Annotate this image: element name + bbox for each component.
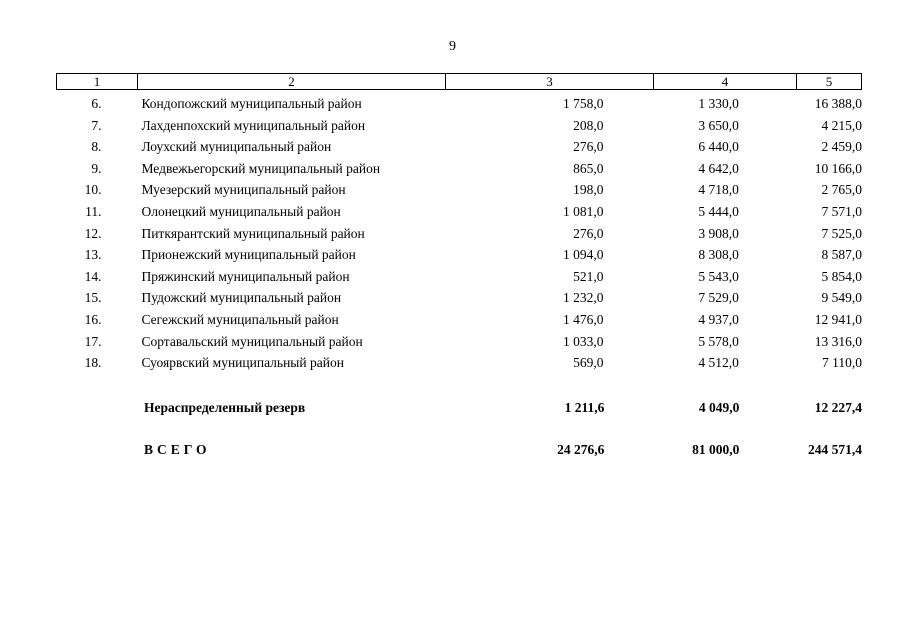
row-value-4: 6 440,0 [698,139,739,155]
row-number: 8. [91,139,102,155]
row-district-name: Кондопожский муниципальный район [141,96,362,111]
column-header-2: 2 [137,74,445,89]
row-district-name: Питкярантский муниципальный район [141,225,365,241]
row-value-5: 9 549,0 [821,290,862,306]
row-number: 6. [91,96,102,111]
row-district-name: Пряжинский муниципальный район [141,268,350,284]
column-header-1: 1 [93,74,101,89]
row-number: 11. [85,203,102,219]
row-number: 9. [91,160,102,176]
reserve-row [56,398,862,418]
row-value-5: 7 525,0 [821,225,862,241]
column-header-3: 3 [445,74,653,89]
row-value-3: 1 033,0 [563,333,604,349]
row-district-name: Сортавальский муниципальный район [141,333,363,349]
row-number: 18. [84,355,102,371]
table-row [56,93,862,115]
total-value-5: 244 571,4 [808,442,862,457]
row-value-4: 5 543,0 [698,268,739,284]
reserve-value-3: 1 211,6 [564,400,605,415]
total-value-4: 81 000,0 [692,442,740,457]
row-value-3: 276,0 [573,225,604,241]
row-value-4: 5 578,0 [698,333,739,349]
row-number: 10. [84,182,102,198]
column-header-4: 4 [653,74,796,89]
row-district-name: Муезерский муниципальный район [141,182,346,198]
row-district-name: Прионежский муниципальный район [141,247,356,263]
row-value-3: 569,0 [573,355,604,371]
row-value-3: 208,0 [573,117,604,133]
row-district-name: Лахденпохский муниципальный район [141,117,366,133]
reserve-value-4: 4 049,0 [698,400,740,415]
row-value-3: 1 094,0 [563,247,604,263]
total-row [56,440,862,460]
row-district-name: Сегежский муниципальный район [141,311,339,327]
row-value-5: 16 388,0 [814,96,862,111]
row-value-4: 7 529,0 [698,290,739,306]
table-body [56,93,862,374]
row-value-5: 5 854,0 [821,268,862,284]
table-row [56,352,862,374]
table-row [56,136,862,158]
row-value-3: 198,0 [573,182,604,198]
table-row [56,331,862,353]
table-row [56,287,862,309]
row-value-3: 521,0 [573,268,604,284]
row-district-name: Медвежьегорский муниципальный район [141,160,381,176]
row-value-5: 4 215,0 [821,117,862,133]
table-row [56,179,862,201]
row-value-4: 8 308,0 [698,247,739,263]
row-value-5: 8 587,0 [821,247,862,263]
row-value-5: 13 316,0 [814,333,862,349]
row-district-name: Олонецкий муниципальный район [141,203,341,219]
row-number: 14. [84,268,102,284]
row-number: 13. [84,247,102,263]
row-value-4: 4 937,0 [698,311,739,327]
table-row [56,266,862,288]
row-value-5: 7 571,0 [821,203,862,219]
row-district-name: Суоярвский муниципальный район [141,355,344,371]
row-value-3: 1 081,0 [563,203,604,219]
reserve-label: Нераспределенный резерв [144,400,306,415]
row-value-4: 4 512,0 [698,355,739,371]
row-value-4: 3 908,0 [698,225,739,241]
column-header-5: 5 [796,74,861,89]
table-row [56,201,862,223]
row-district-name: Лоухский муниципальный район [141,139,332,155]
table-row [56,115,862,137]
table-row [56,158,862,180]
row-number: 15. [84,290,102,306]
table-row [56,244,862,266]
page-number: 9 [449,39,456,54]
row-value-3: 276,0 [573,139,604,155]
total-label: ВСЕГО [144,442,211,457]
row-value-4: 3 650,0 [698,117,739,133]
row-number: 17. [84,333,102,349]
reserve-value-5: 12 227,4 [814,400,862,415]
row-district-name: Пудожский муниципальный район [141,290,342,306]
table-row [56,309,862,331]
row-value-5: 2 459,0 [821,139,862,155]
table-header-row [56,73,862,90]
row-number: 12. [84,225,102,241]
row-value-4: 4 718,0 [698,182,739,198]
row-value-4: 5 444,0 [698,203,739,219]
row-value-5: 2 765,0 [821,182,862,198]
total-value-3: 24 276,6 [557,442,605,457]
row-value-5: 12 941,0 [814,311,862,327]
row-value-5: 7 110,0 [822,355,862,371]
row-value-4: 1 330,0 [698,96,739,111]
row-number: 16. [84,311,102,327]
row-value-5: 10 166,0 [814,160,862,176]
row-value-3: 1 476,0 [563,311,604,327]
row-value-3: 865,0 [573,160,604,176]
row-value-4: 4 642,0 [698,160,739,176]
row-number: 7. [91,117,102,133]
row-value-3: 1 758,0 [563,96,604,111]
table-row [56,223,862,245]
row-value-3: 1 232,0 [563,290,604,306]
